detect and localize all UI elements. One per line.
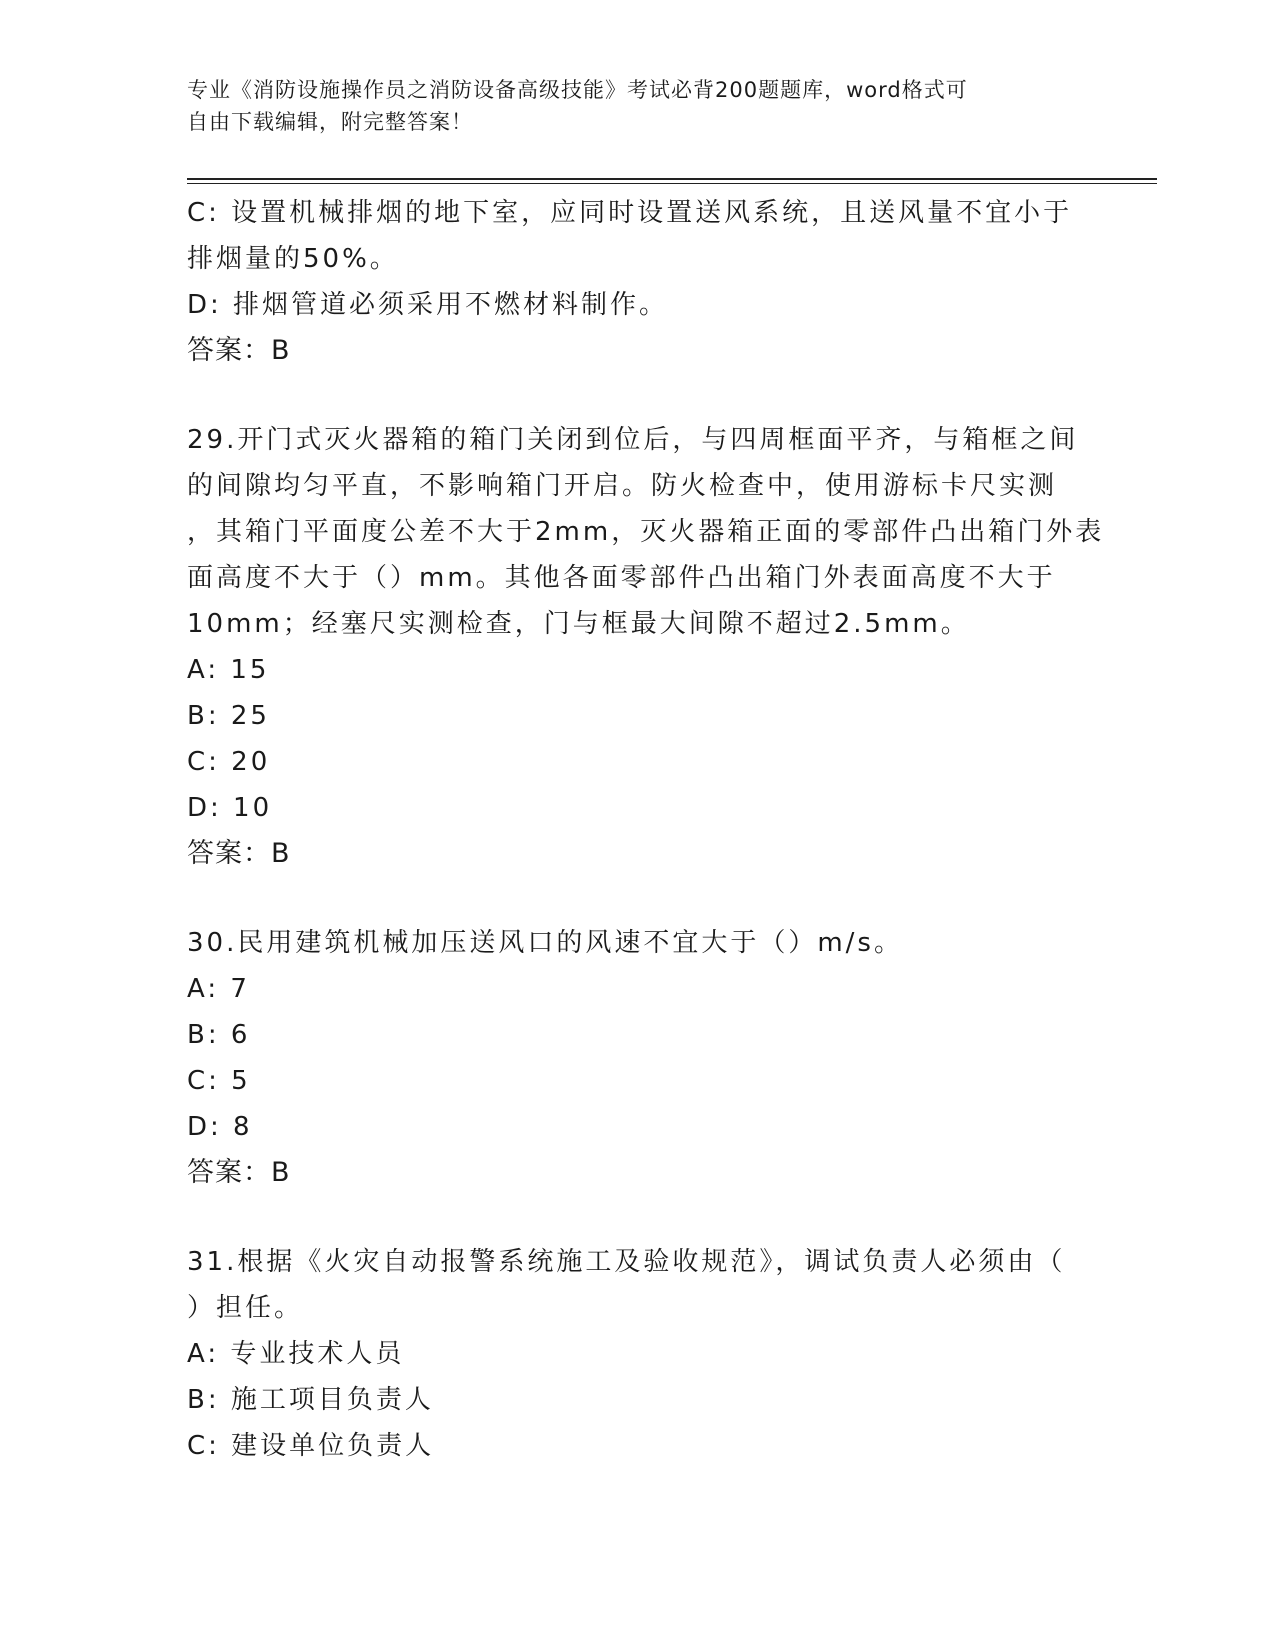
q29-stem-line: 29.开门式灭火器箱的箱门关闭到位后，与四周框面平齐，与箱框之间 [187, 425, 1079, 455]
q29-answer: 答案：B [187, 838, 291, 869]
q29-stem-line: ，其箱门平面度公差不大于2mm，灭火器箱正面的零部件凸出箱门外表 [187, 517, 1105, 547]
q31-stem-line: ）担任。 [187, 1293, 304, 1323]
q29-option-d: D: 10 [187, 793, 273, 823]
q30-stem-line: 30.民用建筑机械加压送风口的风速不宜大于（）m/s。 [187, 928, 903, 958]
q30-answer: 答案：B [187, 1157, 291, 1188]
header-line-2: 自由下载编辑，附完整答案！ [187, 110, 473, 134]
document-header [187, 74, 1067, 138]
q29-stem-line: 10mm；经塞尺实测检查，门与框最大间隙不超过2.5mm。 [187, 609, 970, 639]
q28-option-c-line-1: C: 设置机械排烟的地下室，应同时设置送风系统，且送风量不宜小于 [187, 198, 1073, 228]
question-content [187, 190, 1105, 1469]
question-31 [187, 1239, 1087, 1469]
q31-option-a: A: 专业技术人员 [187, 1339, 405, 1369]
q31-stem-line: 31.根据《火灾自动报警系统施工及验收规范》，调试负责人必须由（ [187, 1247, 1066, 1277]
header-rule-thin [187, 183, 1157, 184]
header-line-1: 专业《消防设施操作员之消防设备高级技能》考试必背200题题库，word格式可 [187, 78, 968, 102]
q30-option-c: C: 5 [187, 1066, 251, 1096]
header-rule-thick [187, 178, 1157, 180]
q30-option-a: A: 7 [187, 974, 250, 1004]
q31-option-c: C: 建设单位负责人 [187, 1431, 435, 1461]
q30-option-b: B: 6 [187, 1020, 251, 1050]
question-29 [187, 417, 1105, 877]
q29-stem-line: 面高度不大于（）mm。其他各面零部件凸出箱门外表面高度不大于 [187, 563, 1056, 593]
q30-option-d: D: 8 [187, 1112, 253, 1142]
q28-option-c-line-2: 排烟量的50%。 [187, 244, 399, 274]
question-30 [187, 920, 1087, 1196]
q28-answer: 答案：B [187, 335, 291, 366]
q29-option-c: C: 20 [187, 747, 271, 777]
q31-option-b: B: 施工项目负责人 [187, 1385, 434, 1415]
q29-option-b: B: 25 [187, 701, 270, 731]
q29-stem-line: 的间隙均匀平直，不影响箱门开启。防火检查中，使用游标卡尺实测 [187, 471, 1058, 501]
q29-option-a: A: 15 [187, 655, 270, 685]
q28-option-d: D: 排烟管道必须采用不燃材料制作。 [187, 290, 669, 320]
